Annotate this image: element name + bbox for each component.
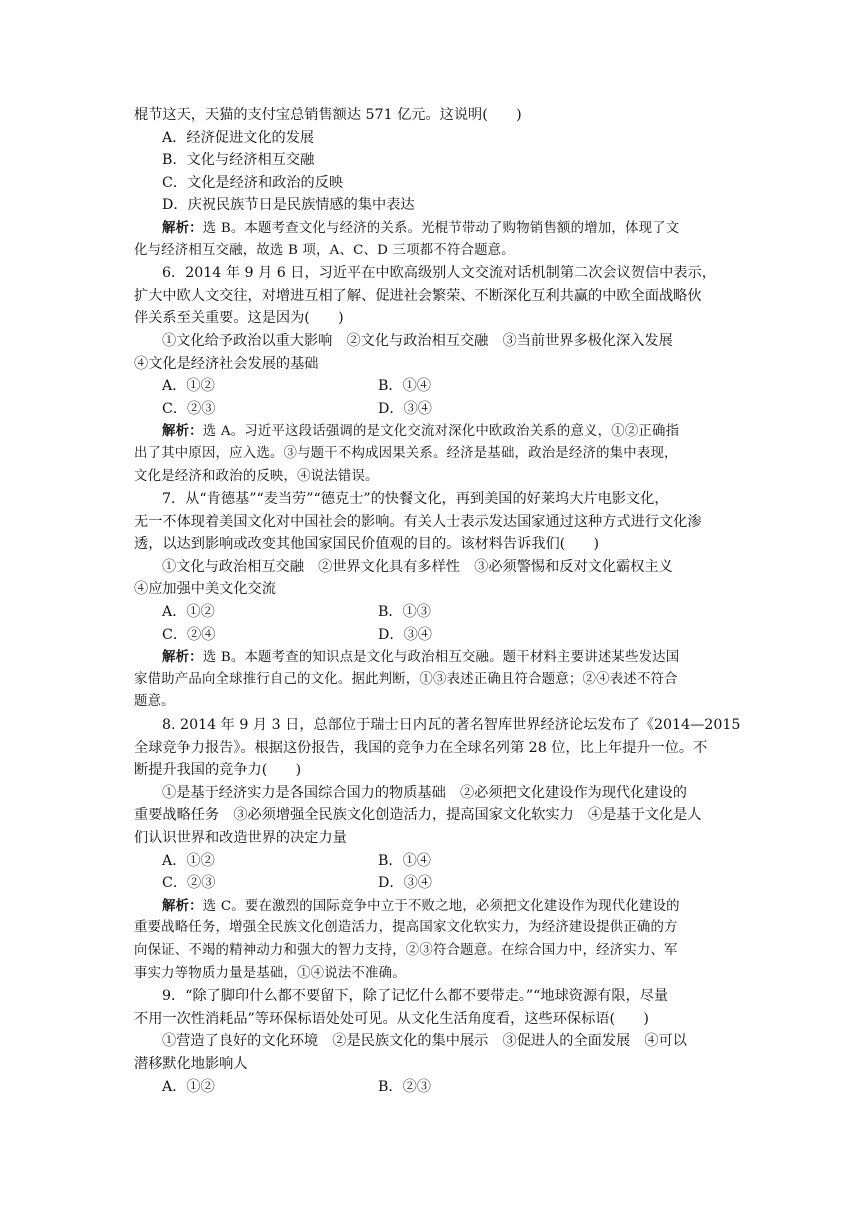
q6-option-b: B．①④ bbox=[378, 378, 431, 395]
q5-option-a: A．经济促进文化的发展 bbox=[162, 129, 315, 146]
q5-option-c: C．文化是经济和政治的反映 bbox=[162, 174, 344, 191]
q5-analysis-line-2: 化与经济相互交融，故选 B 项，A、C、D 三项都不符合题意。 bbox=[134, 242, 515, 258]
q8-option-b: B．①④ bbox=[378, 852, 431, 869]
q7-statements-line-2: ④应加强中美文化交流 bbox=[134, 581, 276, 598]
q9-stem-line-1: 9．“除了脚印什么都不要留下，除了记忆什么都不要带走。”“地球资源有限，尽量 bbox=[162, 988, 669, 1005]
q7-analysis-line-1: 解析：选 B。本题考查的知识点是文化与政治相互交融。题干材料主要讲述某些发达国 bbox=[162, 649, 680, 666]
q7-option-c: C．②④ bbox=[162, 626, 216, 643]
q6-stem-line-2: 扩大中欧人文交往，对增进互相了解、促进社会繁荣、不断深化互利共赢的中欧全面战略伙 bbox=[134, 287, 702, 304]
q9-option-b: B．②③ bbox=[378, 1078, 431, 1095]
q8-stem-line-3: 断提升我国的竞争力( ) bbox=[134, 762, 302, 779]
q6-analysis-line-1: 解析：选 A。习近平这段话强调的是文化交流对深化中欧政治关系的意义，①②正确指 bbox=[162, 423, 680, 440]
q6-analysis-line-2: 出了其中原因，应入选。③与题干不构成因果关系。经济是基础，政治是经济的集中表现， bbox=[134, 445, 678, 461]
q8-stem-line-1: 8. 2014 年 9 月 3 日，总部位于瑞士日内瓦的著名智库世界经济论坛发布了《2014—2015 bbox=[162, 717, 741, 734]
q5-stem: 棍节这天，天猫的支付宝总销售额达 571 亿元。这说明( ) bbox=[134, 107, 522, 123]
q6-stem-line-3: 伴关系至关重要。这是因为( ) bbox=[134, 310, 344, 327]
q5-option-b: B．文化与经济相互交融 bbox=[162, 152, 315, 169]
q6-option-c: C．②③ bbox=[162, 400, 216, 417]
q7-options-row-2 bbox=[134, 624, 732, 647]
q9-statements-line-2: 潜移默化地影响人 bbox=[134, 1055, 248, 1072]
q7-statements-line-1: ①文化与政治相互交融 ②世界文化具有多样性 ③必须警惕和反对文化霸权主义 bbox=[162, 558, 673, 575]
q8-analysis-line-3: 向保证、不竭的精神动力和强大的智力支持，②③符合题意。在综合国力中，经济实力、军 bbox=[134, 942, 678, 958]
q6-statements-line-2: ④文化是经济社会发展的基础 bbox=[134, 355, 319, 372]
q7-analysis-line-2: 家借助产品向全球推行自己的文化。据此判断，①③表述正确且符合题意；②④表述不符合 bbox=[134, 671, 678, 687]
page-content bbox=[134, 104, 741, 1098]
q5-analysis-line-1: 解析：选 B。本题考查文化与经济的关系。光棍节带动了购物销售额的增加，体现了文 bbox=[162, 219, 680, 236]
q8-statements-line-2: 重要战略任务 ③必须增强全民族文化创造活力，提高国家文化软实力 ④是基于文化是人 bbox=[134, 807, 702, 824]
q8-analysis-label: 解析： bbox=[162, 897, 203, 914]
q8-stem-line-2: 全球竞争力报告》。根据这份报告，我国的竞争力在全球名列第 28 位，比上年提升一位。不 bbox=[134, 739, 708, 756]
q7-analysis-label: 解析： bbox=[162, 649, 203, 666]
q8-option-a: A．①② bbox=[162, 852, 215, 869]
q6-options-row-2 bbox=[134, 398, 732, 421]
q8-options-row-1 bbox=[134, 850, 732, 873]
q7-analysis-line-3: 题意。 bbox=[134, 694, 175, 710]
q9-statements-line-1: ①营造了良好的文化环境 ②是民族文化的集中展示 ③促进人的全面发展 ④可以 bbox=[162, 1033, 687, 1050]
q6-option-a: A．①② bbox=[162, 378, 215, 395]
q8-analysis-line-2: 重要战略任务，增强全民族文化创造活力，提高国家文化软实力，为经济建设提供正确的方 bbox=[134, 920, 678, 936]
q6-analysis-line-3: 文化是经济和政治的反映，④说法错误。 bbox=[134, 468, 379, 484]
q5-option-d: D．庆祝民族节日是民族情感的集中表达 bbox=[162, 197, 415, 214]
q8-option-d: D．③④ bbox=[378, 875, 432, 892]
q8-options-row-2 bbox=[134, 872, 732, 895]
q6-analysis-label: 解析： bbox=[162, 423, 203, 440]
q8-statements-line-3: 们认识世界和改造世界的决定力量 bbox=[134, 830, 347, 846]
q9-options-row-1 bbox=[134, 1076, 732, 1099]
q7-option-a: A．①② bbox=[162, 604, 215, 621]
q7-stem-line-1: 7．从“肯德基”“麦当劳”“德克士”的快餐文化，再到美国的好莱坞大片电影文化， bbox=[162, 491, 669, 508]
q8-analysis-line-4: 事实力等物质力量是基础，①④说法不准确。 bbox=[134, 965, 406, 981]
q8-analysis-line-1: 解析：选 C。要在激烈的国际竞争中立于不败之地，必须把文化建设作为现代化建设的 bbox=[162, 897, 680, 914]
q9-stem-line-2: 不用一次性消耗品”等环保标语处处可见。从文化生活角度看，这些环保标语( ) bbox=[134, 1010, 649, 1027]
q5-analysis-label: 解析： bbox=[162, 219, 203, 236]
q6-statements-line-1: ①文化给予政治以重大影响 ②文化与政治相互交融 ③当前世界多极化深入发展 bbox=[162, 332, 673, 349]
q7-stem-line-3: 透，以达到影响或改变其他国家国民价值观的目的。该材料告诉我们( ) bbox=[134, 536, 600, 553]
q8-statements-line-1: ①是基于经济实力是各国综合国力的物质基础 ②必须把文化建设作为现代化建设的 bbox=[162, 784, 687, 801]
q7-option-b: B．①③ bbox=[378, 604, 431, 621]
q7-option-d: D．③④ bbox=[378, 626, 432, 643]
q6-options-row-1 bbox=[134, 375, 732, 398]
q9-option-a: A．①② bbox=[162, 1078, 215, 1095]
q7-stem-line-2: 无一不体现着美国文化对中国社会的影响。有关人士表示发达国家通过这种方式进行文化渗 bbox=[134, 513, 702, 530]
q7-options-row-1 bbox=[134, 601, 732, 624]
q8-option-c: C．②③ bbox=[162, 875, 216, 892]
q6-option-d: D．③④ bbox=[378, 400, 432, 417]
q6-stem-line-1: 6．2014 年 9 月 6 日，习近平在中欧高级别人文交流对话机制第二次会议贺信中表示， bbox=[162, 265, 716, 282]
